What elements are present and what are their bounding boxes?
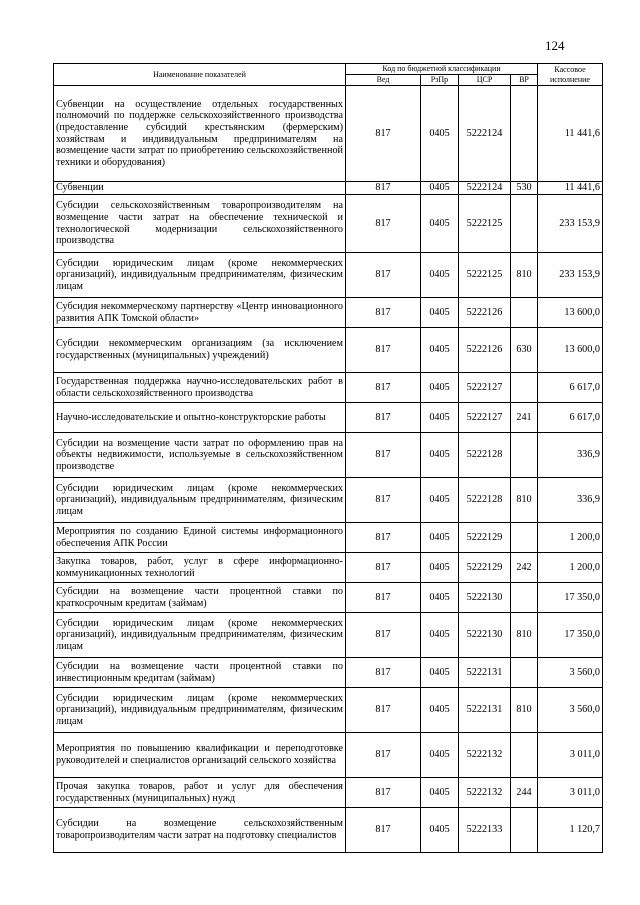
indicator-name: Субсидии на возмещение части процентной ставки по инвестиционным кредитам (займам) — [54, 658, 346, 688]
header-rzpr: РзПр — [421, 75, 459, 86]
csr-code: 5222125 — [459, 253, 511, 298]
indicator-name: Прочая закупка товаров, работ и услуг для обеспечения государственных (муниципальных) нужд — [54, 778, 346, 808]
table-row — [54, 403, 603, 433]
csr-code: 5222131 — [459, 658, 511, 688]
amount-value: 336,9 — [538, 478, 603, 523]
rzpr-code: 0405 — [421, 658, 459, 688]
vr-code — [511, 808, 538, 853]
amount-value: 13 600,0 — [538, 328, 603, 373]
indicator-name: Государственная поддержка научно-исследовательских работ в области сельскохозяйственного производства — [54, 373, 346, 403]
indicator-name: Субсидии юридическим лицам (кроме некоммерческих организаций), индивидуальным предпринимателям, физическим лицам — [54, 478, 346, 523]
rzpr-code: 0405 — [421, 328, 459, 373]
amount-value: 13 600,0 — [538, 298, 603, 328]
table-row — [54, 195, 603, 253]
csr-code: 5222126 — [459, 298, 511, 328]
rzpr-code: 0405 — [421, 195, 459, 253]
csr-code: 5222125 — [459, 195, 511, 253]
rzpr-code: 0405 — [421, 523, 459, 553]
ved-code: 817 — [346, 733, 421, 778]
vr-code: 810 — [511, 688, 538, 733]
indicator-name: Субсидии юридическим лицам (кроме некоммерческих организаций), индивидуальным предпринимателям, физическим лицам — [54, 688, 346, 733]
vr-code: 241 — [511, 403, 538, 433]
csr-code: 5222128 — [459, 433, 511, 478]
vr-code: 810 — [511, 478, 538, 523]
ved-code: 817 — [346, 613, 421, 658]
csr-code: 5222129 — [459, 523, 511, 553]
amount-value: 17 350,0 — [538, 583, 603, 613]
ved-code: 817 — [346, 433, 421, 478]
indicator-name: Субсидии юридическим лицам (кроме некоммерческих организаций), индивидуальным предпринимателям, физическим лицам — [54, 253, 346, 298]
csr-code: 5222127 — [459, 403, 511, 433]
rzpr-code: 0405 — [421, 403, 459, 433]
table-row — [54, 182, 603, 195]
rzpr-code: 0405 — [421, 733, 459, 778]
indicator-name: Мероприятия по созданию Единой системы информационного обеспечения АПК России — [54, 523, 346, 553]
ved-code: 817 — [346, 583, 421, 613]
rzpr-code: 0405 — [421, 86, 459, 182]
indicator-name: Субсидии на возмещение сельскохозяйственным товаропроизводителям части затрат на подготовку специалистов — [54, 808, 346, 853]
header-vr: ВР — [511, 75, 538, 86]
csr-code: 5222133 — [459, 808, 511, 853]
vr-code: 244 — [511, 778, 538, 808]
table-row — [54, 688, 603, 733]
vr-code — [511, 433, 538, 478]
ved-code: 817 — [346, 523, 421, 553]
header-csr: ЦСР — [459, 75, 511, 86]
ved-code: 817 — [346, 253, 421, 298]
table-row — [54, 433, 603, 478]
rzpr-code: 0405 — [421, 298, 459, 328]
vr-code — [511, 523, 538, 553]
amount-value: 233 153,9 — [538, 195, 603, 253]
table-row — [54, 523, 603, 553]
csr-code: 5222130 — [459, 583, 511, 613]
indicator-name: Субсидии юридическим лицам (кроме некоммерческих организаций), индивидуальным предпринимателям, физическим лицам — [54, 613, 346, 658]
table-row — [54, 658, 603, 688]
vr-code — [511, 658, 538, 688]
rzpr-code: 0405 — [421, 373, 459, 403]
table-row — [54, 778, 603, 808]
vr-code: 630 — [511, 328, 538, 373]
indicator-name: Субвенции — [54, 182, 346, 195]
header-name: Наименование показателей — [54, 64, 346, 86]
amount-value: 1 120,7 — [538, 808, 603, 853]
table-row — [54, 373, 603, 403]
amount-value: 336,9 — [538, 433, 603, 478]
indicator-name: Закупка товаров, работ, услуг в сфере информационно-коммуникационных технологий — [54, 553, 346, 583]
rzpr-code: 0405 — [421, 778, 459, 808]
ved-code: 817 — [346, 553, 421, 583]
table-row — [54, 478, 603, 523]
budget-execution-table — [53, 63, 603, 853]
amount-value: 17 350,0 — [538, 613, 603, 658]
header-amount: Кассовое исполнение — [538, 64, 603, 86]
csr-code: 5222127 — [459, 373, 511, 403]
csr-code: 5222132 — [459, 733, 511, 778]
amount-value: 1 200,0 — [538, 523, 603, 553]
vr-code: 242 — [511, 553, 538, 583]
page-number: 124 — [545, 38, 565, 53]
amount-value: 1 200,0 — [538, 553, 603, 583]
rzpr-code: 0405 — [421, 253, 459, 298]
rzpr-code: 0405 — [421, 553, 459, 583]
rzpr-code: 0405 — [421, 182, 459, 195]
vr-code: 810 — [511, 253, 538, 298]
amount-value: 3 560,0 — [538, 688, 603, 733]
indicator-name: Субсидии на возмещение части процентной ставки по краткосрочным кредитам (займам) — [54, 583, 346, 613]
rzpr-code: 0405 — [421, 478, 459, 523]
vr-code: 810 — [511, 613, 538, 658]
rzpr-code: 0405 — [421, 613, 459, 658]
rzpr-code: 0405 — [421, 433, 459, 478]
csr-code: 5222128 — [459, 478, 511, 523]
csr-code: 5222131 — [459, 688, 511, 733]
ved-code: 817 — [346, 328, 421, 373]
vr-code — [511, 86, 538, 182]
amount-value: 3 011,0 — [538, 733, 603, 778]
amount-value: 6 617,0 — [538, 373, 603, 403]
rzpr-code: 0405 — [421, 583, 459, 613]
ved-code: 817 — [346, 86, 421, 182]
ved-code: 817 — [346, 403, 421, 433]
ved-code: 817 — [346, 373, 421, 403]
vr-code — [511, 373, 538, 403]
csr-code: 5222132 — [459, 778, 511, 808]
ved-code: 817 — [346, 182, 421, 195]
table-row — [54, 733, 603, 778]
csr-code: 5222129 — [459, 553, 511, 583]
indicator-name: Мероприятия по повышению квалификации и переподготовке руководителей и специалистов организаций сельского хозяйства — [54, 733, 346, 778]
table-row — [54, 328, 603, 373]
table-row — [54, 298, 603, 328]
ved-code: 817 — [346, 478, 421, 523]
ved-code: 817 — [346, 778, 421, 808]
ved-code: 817 — [346, 298, 421, 328]
csr-code: 5222126 — [459, 328, 511, 373]
amount-value: 11 441,6 — [538, 86, 603, 182]
indicator-name: Субсидии на возмещение части затрат по оформлению прав на объекты недвижимости, используемые в сельскохозяйственном производстве — [54, 433, 346, 478]
csr-code: 5222124 — [459, 86, 511, 182]
ved-code: 817 — [346, 808, 421, 853]
ved-code: 817 — [346, 688, 421, 733]
table-row — [54, 583, 603, 613]
table-row — [54, 808, 603, 853]
header-ved: Вед — [346, 75, 421, 86]
vr-code — [511, 733, 538, 778]
table-row — [54, 553, 603, 583]
ved-code: 817 — [346, 195, 421, 253]
indicator-name: Субвенции на осуществление отдельных государственных полномочий по поддержке сельскохозяйственного производства (предоставление субсидий крестьянским (фермерским) хозяйствам и индивидуальным предпринимателям на возмещение части затрат по приобретению сельскохозяйственной техники и оборудования) — [54, 86, 346, 182]
vr-code — [511, 298, 538, 328]
indicator-name: Субсидии сельскохозяйственным товаропроизводителям на возмещение части затрат на обеспечение технической и технологической модернизации сельскохозяйственного производства — [54, 195, 346, 253]
ved-code: 817 — [346, 658, 421, 688]
csr-code: 5222124 — [459, 182, 511, 195]
csr-code: 5222130 — [459, 613, 511, 658]
indicator-name: Субсидии некоммерческим организациям (за исключением государственных (муниципальных) учреждений) — [54, 328, 346, 373]
table-row — [54, 253, 603, 298]
amount-value: 11 441,6 — [538, 182, 603, 195]
rzpr-code: 0405 — [421, 688, 459, 733]
indicator-name: Субсидия некоммерческому партнерству «Центр инновационного развития АПК Томской области» — [54, 298, 346, 328]
vr-code — [511, 583, 538, 613]
indicator-name: Научно-исследовательские и опытно-конструкторские работы — [54, 403, 346, 433]
rzpr-code: 0405 — [421, 808, 459, 853]
vr-code — [511, 195, 538, 253]
amount-value: 233 153,9 — [538, 253, 603, 298]
amount-value: 6 617,0 — [538, 403, 603, 433]
table-row — [54, 86, 603, 182]
table-row — [54, 613, 603, 658]
amount-value: 3 011,0 — [538, 778, 603, 808]
header-code-group: Код по бюджетной классификации — [346, 64, 538, 75]
amount-value: 3 560,0 — [538, 658, 603, 688]
vr-code: 530 — [511, 182, 538, 195]
